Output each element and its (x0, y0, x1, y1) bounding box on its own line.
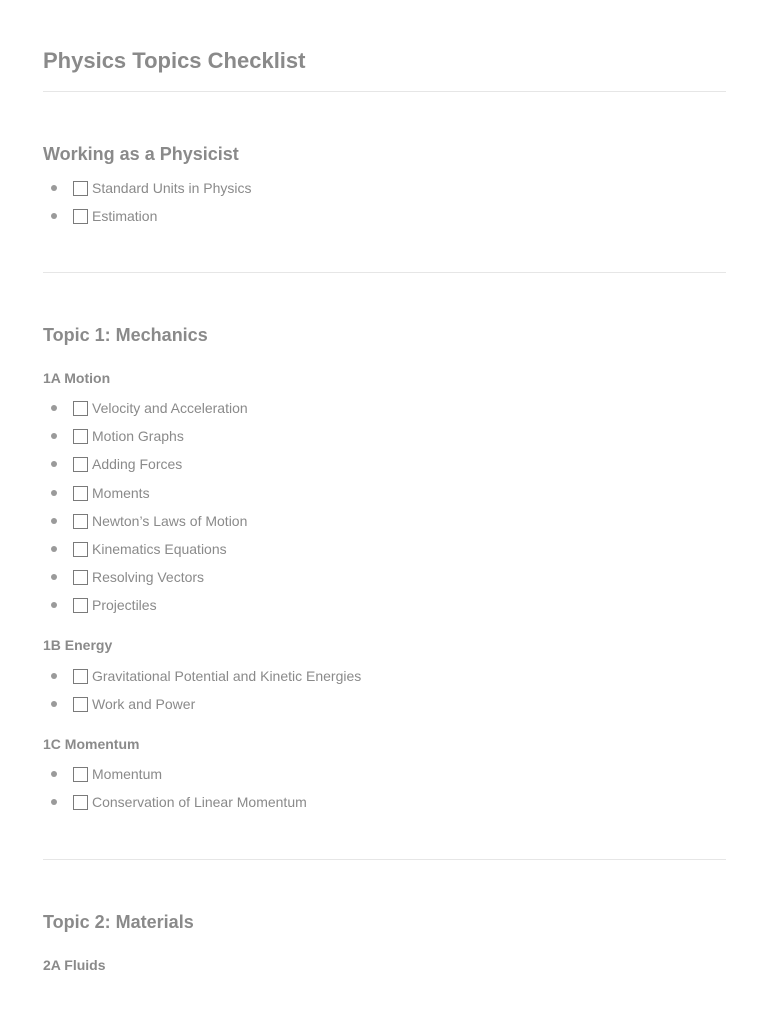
bullet-icon (51, 518, 57, 524)
checkbox[interactable] (73, 697, 88, 712)
bullet-icon (51, 433, 57, 439)
checklist-item-label: Newton’s Laws of Motion (92, 513, 248, 529)
bullet-icon (51, 701, 57, 707)
subsection-title-2a-fluids: 2A Fluids (43, 957, 106, 973)
subsection-title-1a-motion: 1A Motion (43, 370, 111, 386)
checklist-item-label: Motion Graphs (92, 428, 184, 444)
checklist-item-label: Conservation of Linear Momentum (92, 794, 307, 810)
checklist-item-label: Adding Forces (92, 456, 183, 472)
bullet-icon (51, 673, 57, 679)
checkbox[interactable] (73, 429, 88, 444)
checklist-item-label: Work and Power (92, 696, 196, 712)
checkbox[interactable] (73, 486, 88, 501)
checklist-item-label: Kinematics Equations (92, 541, 227, 557)
bullet-icon (51, 602, 57, 608)
bullet-icon (51, 771, 57, 777)
checklist-item-label: Momentum (92, 766, 163, 782)
checkbox[interactable] (73, 669, 88, 684)
bullet-icon (51, 546, 57, 552)
bullet-icon (51, 185, 57, 191)
checklist-item-label: Gravitational Potential and Kinetic Energies (92, 668, 362, 684)
bullet-icon (51, 490, 57, 496)
section-title-topic-2-materials: Topic 2: Materials (43, 912, 194, 932)
checkbox[interactable] (73, 401, 88, 416)
checklist-item-label: Moments (92, 485, 150, 501)
checklist-item-label: Resolving Vectors (92, 569, 205, 585)
divider (43, 859, 726, 860)
checkbox[interactable] (73, 542, 88, 557)
checklist-item-label: Estimation (92, 208, 158, 224)
divider (43, 91, 726, 92)
checklist-item-label: Standard Units in Physics (92, 180, 252, 196)
checkbox[interactable] (73, 181, 88, 196)
checkbox[interactable] (73, 514, 88, 529)
bullet-icon (51, 799, 57, 805)
divider (43, 272, 726, 273)
bullet-icon (51, 574, 57, 580)
checklist-item-label: Velocity and Acceleration (92, 400, 248, 416)
subsection-title-1c-momentum: 1C Momentum (43, 736, 140, 752)
page-title: Physics Topics Checklist (43, 48, 306, 73)
checkbox[interactable] (73, 767, 88, 782)
section-title-working-as-a-physicist: Working as a Physicist (43, 144, 239, 164)
subsection-title-1b-energy: 1B Energy (43, 637, 113, 653)
checkbox[interactable] (73, 795, 88, 810)
checkbox[interactable] (73, 209, 88, 224)
bullet-icon (51, 461, 57, 467)
bullet-icon (51, 405, 57, 411)
section-title-topic-1-mechanics: Topic 1: Mechanics (43, 325, 208, 345)
checklist-item-label: Projectiles (92, 597, 157, 613)
checkbox[interactable] (73, 598, 88, 613)
checkbox[interactable] (73, 570, 88, 585)
checkbox[interactable] (73, 457, 88, 472)
bullet-icon (51, 213, 57, 219)
